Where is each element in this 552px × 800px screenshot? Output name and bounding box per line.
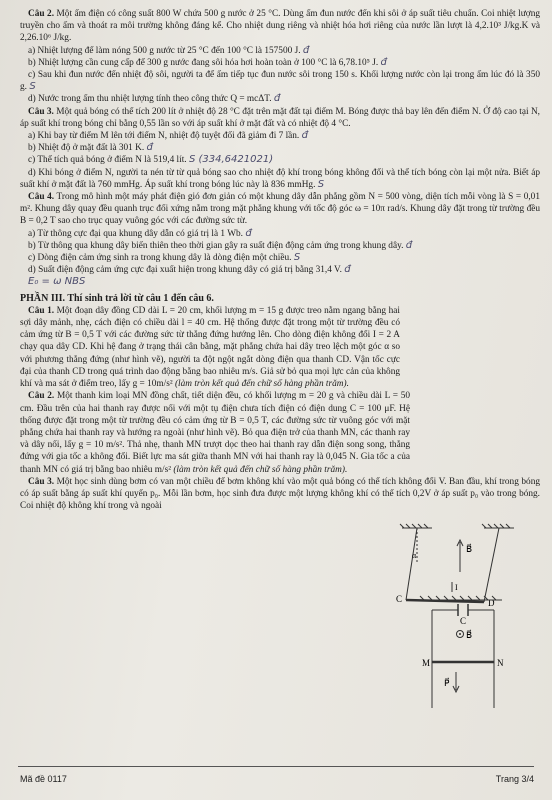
q4-stem <box>20 191 540 228</box>
q3-d <box>20 167 540 191</box>
p3-q1 <box>20 305 400 390</box>
p3-q1-tail: (làm tròn kết quả đến chữ số hàng phần trăm). <box>172 379 349 390</box>
q3-b <box>20 142 540 154</box>
q3-stem <box>20 106 540 130</box>
q2-head: Câu 2. <box>28 9 55 19</box>
q4-note <box>20 276 540 288</box>
q2-d-text: d) Nước trong ấm thu nhiệt lượng tính theo công thức Q = mcΔT. <box>28 94 272 105</box>
page-content <box>20 8 540 512</box>
top-hatch <box>420 596 496 600</box>
handwritten-mark: S <box>293 252 301 264</box>
q4-body: Trong mô hình một máy phát điện gió đơn giản có một khung dây dẫn phẳng gồm N = 500 vòng, diện tích mỗi vòng là S = 0,01 m². Khung dây quay đều quanh trục đối xứng nằm trong mặt phẳng khung với tốc độ góc ω = 10π rad/s. Khung dây đặt trong từ trường đều B = 0,2 T sao cho trục quay vuông góc với các đường sức từ. <box>20 192 540 227</box>
q4-b <box>20 240 540 252</box>
p3-q2-body: Một thanh kim loại MN đồng chất, tiết diện đều, có khối lượng m = 20 g và chiều dài L = 50 cm. Đầu trên của hai thanh ray được nối với một tụ điện chưa tích điện có điện dung C = 100 μF. Hệ thống được đặt trong một từ trường đều có cảm ứng từ B = 0,5 T, các đường sức từ vuông góc với mặt phẳng chứa hai thanh ray và hướng ra ngoài (như hình vẽ). Bỏ qua điện trở của thanh MN, các thanh ray và dây nối, lấy g = 10 m/s². Thả nhẹ, thanh MN trượt dọc theo hai thanh ray dẫn điện song song, thẳng đứng với gia tốc a không đổi. Biết lực ma sát giữa thanh MN với hai thanh ray là 0,045 N. Gia tốc a của thanh MN có giá trị bằng bao nhiêu m/s² <box>20 391 410 475</box>
figure-rails-capacitor <box>402 590 532 712</box>
q2-c <box>20 69 540 93</box>
handwritten-mark: S <box>317 178 325 190</box>
q3-a <box>20 130 540 142</box>
handwritten-mark: đ <box>405 239 413 251</box>
p3-q2-tail: (làm tròn kết quả đến chữ số hàng phần trăm). <box>171 464 348 475</box>
handwritten-mark: đ <box>344 264 351 276</box>
handwritten-note: E₀ = ω NBS <box>28 276 86 288</box>
q4-d <box>20 264 540 276</box>
q3-body: Một quả bóng có thể tích 200 lít ở nhiệt độ 28 °C đặt trên mặt đất tại điểm M. Bóng được thả bay lên đến điểm N. Ở độ cao tại N, áp suất khí trong bóng chỉ bằng 0,55 lần so với áp suất khí ở mặt đất và có nhiệt độ 4 °C. <box>20 106 540 129</box>
p3-q1-body: Một đoạn dây đồng CD dài L = 20 cm, khối lượng m = 15 g được treo nằm ngang bằng hai sợi dây mảnh, nhẹ, cách điện có chiều dài l = 40 cm. Hệ thống được đặt trong một từ trường đều có cảm ứng từ B = 0,5 T với các đường sức từ thẳng đứng hướng lên. Cho dòng điện không đổi I = 2 A chạy qua dây CD. Khi hệ đang ở trạng thái cân bằng, mặt phẳng chứa hai dây treo lệch một góc α so với phương thẳng đứng (như hình vẽ), người ta đột ngột ngắt dòng điện qua thanh CD. Vận tốc cực đại của thanh CD trong quá trình dao động bằng bao nhiêu m/s. Giả sử bỏ qua mọi lực cản của không khí và ma sát ở điểm treo, lấy g = 10m/s² <box>20 305 400 390</box>
p3-q3-head: Câu 3. <box>28 476 55 487</box>
handwritten-mark: đ <box>245 227 252 239</box>
handwritten-mark: S <box>29 81 36 93</box>
fig2-p: P⃗ <box>444 678 450 688</box>
p3-q2-head: Câu 2. <box>28 391 55 402</box>
q4-a <box>20 228 540 240</box>
q3-b-text: b) Nhiệt độ ở mặt đất là 301 K. <box>28 143 145 154</box>
handwritten-mark: S (334,6421021) <box>188 154 274 166</box>
q2-c-text: c) Sau khi đun nước đến nhiệt độ sôi, người ta để ấm tiếp tục đun nước sôi trong 150 s. Khối lượng nước còn lại trong ấm lúc đó là 350 g. <box>20 70 540 93</box>
q3-head: Câu 3. <box>28 106 54 117</box>
fig2-m: M <box>422 658 431 668</box>
q3-c-text: c) Thể tích quả bóng ở điểm N là 519,4 lít. <box>28 155 187 166</box>
q4-a-text: a) Từ thông cực đại qua khung dây dẫn có giá trị là 1 Wb. <box>28 228 243 239</box>
field-dot <box>459 633 461 635</box>
fig2-c: C <box>460 616 467 626</box>
page-number: Trang 3/4 <box>495 774 534 784</box>
q2-body: Một ấm điện có công suất 800 W chứa 500 g nước ở 25 °C. Dùng ấm đun nước đến khi sôi ở áp suất tiêu chuẩn. Coi nhiệt lượng truyền cho ấm và thoát ra môi trường không đáng kể. Cho nhiệt dung riêng và nhiệt hóa hơi riêng của nước lần lượt là 4,2.10³ J/kg.K và 2,26.10⁶ J/kg. <box>20 9 540 44</box>
fig1-d: D <box>488 598 495 608</box>
handwritten-mark: đ <box>146 142 153 154</box>
q3-a-text: a) Khi bay từ điểm M lên tới điểm N, nhiệt độ tuyệt đối đã giảm đi 7 lần. <box>28 131 300 142</box>
q4-b-text: b) Từ thông qua khung dây biến thiên theo thời gian gây ra suất điện động cảm ứng trong khung dây. <box>28 240 404 251</box>
q2-a-text: a) Nhiệt lượng để làm nóng 500 g nước từ 25 °C đến 100 °C là 157500 J. <box>28 45 301 56</box>
fig1-c: C <box>396 594 403 604</box>
q2-b <box>20 57 540 69</box>
exam-code: Mã đề 0117 <box>20 774 67 784</box>
q2-a <box>20 45 540 57</box>
handwritten-mark: đ <box>301 130 308 142</box>
q2-d <box>20 93 540 105</box>
p3-q3-body: Một học sinh dùng bơm có van một chiều để bơm không khí vào một quả bóng có thể tích không đổi V. Ban đầu, khí trong bóng có áp suất bằng áp suất khí quyển p₀. Mỗi lần bơm, học sinh đưa được một lượng không khí có thể tích 0,2V ở áp suất p₀ vào trong bóng. Coi nhiệt độ không khí trong và ngoài <box>20 476 540 512</box>
q3-d-text: d) Khi bóng ở điểm N, người ta nén từ từ quả bóng sao cho nhiệt độ khí trong bóng không đổi và thể tích bóng còn lại một nửa. Biết áp suất khí ở mặt đất là 760 mmHg. Áp suất khí trong bóng lúc này là 836 mmHg. <box>20 167 540 190</box>
q4-d-text: d) Suất điện động cảm ứng cực đại xuất hiện trong khung dây có giá trị bằng 31,4 V. <box>28 265 342 276</box>
handwritten-mark: đ <box>380 56 387 68</box>
part-3-heading: PHẦN III. Thí sinh trả lời từ câu 1 đến câu 6. <box>20 292 214 304</box>
ceiling-hatch <box>400 524 510 528</box>
q2-stem <box>20 8 540 45</box>
handwritten-mark: đ <box>273 93 281 105</box>
fig2-n: N <box>497 658 504 668</box>
q4-head: Câu 4. <box>28 192 55 203</box>
fig1-i: I <box>455 583 458 592</box>
p3-q3 <box>20 476 540 513</box>
p3-q2 <box>20 390 410 475</box>
q4-c <box>20 252 540 264</box>
fig2-b: B⃗ <box>466 630 473 640</box>
q2-b-text: b) Nhiệt lượng cần cung cấp để 300 g nước đang sôi hóa hơi hoàn toàn ở 100 °C là 6,78.10⁵ J. <box>28 57 379 68</box>
handwritten-mark: đ <box>302 44 310 56</box>
q3-c <box>20 154 540 166</box>
fig1-alpha: α <box>412 551 417 560</box>
p3-q1-head: Câu 1. <box>28 305 55 316</box>
fig1-b: B⃗ <box>466 544 473 554</box>
q4-c-text: c) Dòng điện cảm ứng sinh ra trong khung dây là dòng điện một chiều. <box>28 253 292 264</box>
footer-rule <box>18 766 534 767</box>
